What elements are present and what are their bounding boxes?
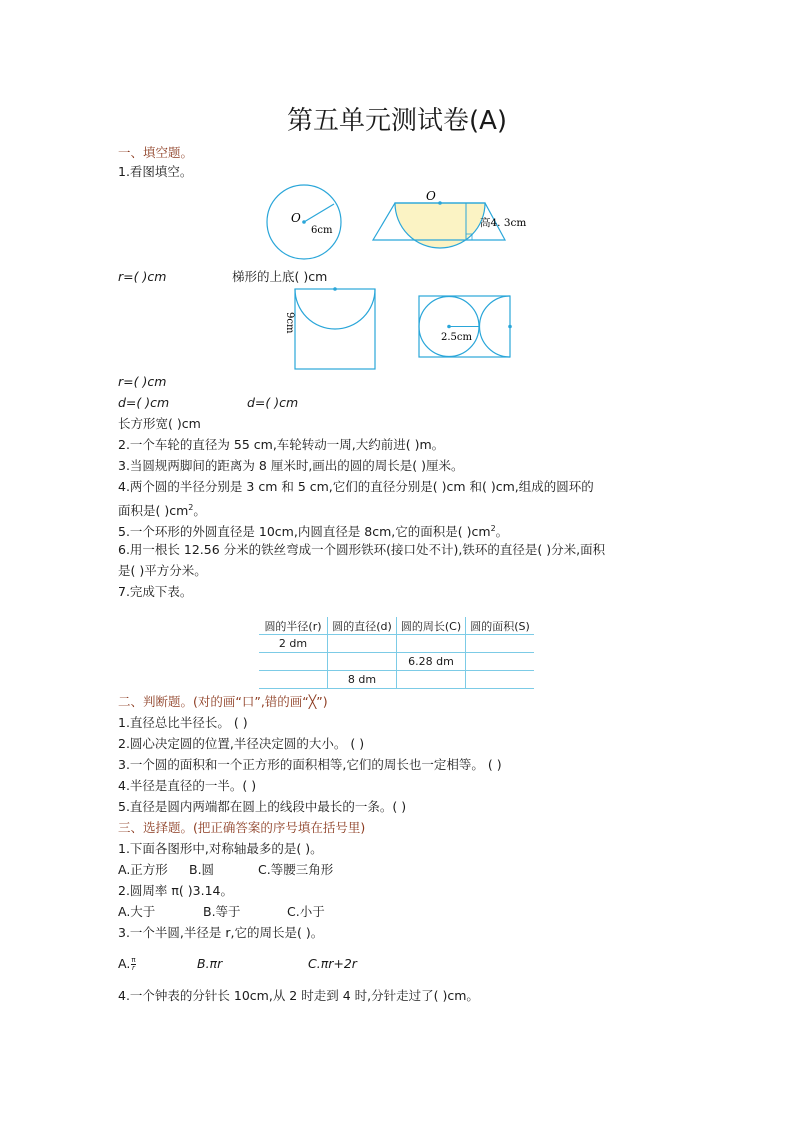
page-title: 第五单元测试卷(A) [286, 106, 508, 136]
choice-question-1: 1.下面各图形中,对称轴最多的是( )。 [118, 841, 323, 856]
table-row [259, 653, 534, 671]
table-header-row [259, 617, 534, 635]
table-header: 圆的直径(d) [328, 617, 397, 635]
square-semicircle-figure [283, 286, 378, 370]
question-6-line2: 是( )平方分米。 [118, 563, 207, 578]
answer-trapezoid-top: 梯形的上底( )cm [232, 269, 328, 284]
choice-question-4: 4.一个钟表的分针长 10cm,从 2 时走到 4 时,分针走过了( )cm。 [118, 988, 479, 1003]
choice-option: B.πr [197, 956, 223, 971]
table-cell [328, 635, 397, 653]
table-header: 圆的半径(r) [259, 617, 328, 635]
choice-option: A.正方形 [118, 862, 168, 877]
circle-radius-label: 6cm [311, 225, 333, 236]
answer-radius-2: r=( )cm [118, 374, 167, 389]
table-cell [466, 671, 535, 689]
trapezoid-center-label: O [426, 189, 436, 203]
table-header: 圆的周长(C) [397, 617, 466, 635]
circle-table [259, 617, 534, 689]
circle-center-label: O [291, 211, 301, 225]
judge-item-4: 4.半径是直径的一半。( ) [118, 778, 257, 793]
judge-item-1: 1.直径总比半径长。 ( ) [118, 715, 248, 730]
question-4-line2: 面积是( )$cm^2$。 [118, 503, 206, 519]
choice-option: A.大于 [118, 904, 156, 919]
answer-width: 长方形宽( )cm [118, 416, 201, 431]
choice-option: B.等于 [203, 904, 241, 919]
question-7: 7.完成下表。 [118, 584, 193, 599]
table-cell [397, 671, 466, 689]
rectangle-radius-label: 2.5cm [441, 332, 472, 343]
table-cell [259, 671, 328, 689]
answer-radius-1: r=( )cm [118, 269, 167, 284]
question-2: 2.一个车轮的直径为 55 cm,车轮转动一周,大约前进( )m。 [118, 437, 445, 452]
question-5: 5.一个环形的外圆直径是 10cm,内圆直径是 8cm,它的面积是( )$cm^2$。 [118, 524, 509, 540]
choice-option: C.πr+2r [308, 956, 357, 971]
table-header: 圆的面积(S) [466, 617, 535, 635]
question-1: 1.看图填空。 [118, 164, 193, 179]
question-4-line1: 4.两个圆的半径分别是 3 cm 和 5 cm,它们的直径分别是( )cm 和( )cm,组成的圆环的 [118, 479, 594, 494]
table-cell: 6.28 dm [397, 653, 466, 671]
table-cell [466, 635, 535, 653]
choice-option: C.小于 [287, 904, 325, 919]
judge-item-2: 2.圆心决定圆的位置,半径决定圆的大小。 ( ) [118, 736, 365, 751]
choice-option: B.圆 [189, 862, 215, 877]
judge-item-3: 3.一个圆的面积和一个正方形的面积相等,它们的周长也一定相等。 ( ) [118, 757, 502, 772]
table-cell [259, 653, 328, 671]
choice-option: C.等腰三角形 [258, 862, 334, 877]
section-2-heading: 二、判断题。(对的画“口”,错的画“╳”) [118, 694, 328, 709]
circle-figure [266, 184, 346, 264]
table-cell: 2 dm [259, 635, 328, 653]
judge-item-5: 5.直径是圆内两端都在圆上的线段中最长的一条。( ) [118, 799, 407, 814]
section-3-heading: 三、选择题。(把正确答案的序号填在括号里) [118, 820, 366, 835]
table-cell [328, 653, 397, 671]
choice-option: A. $\frac{\pi}{r}$ [118, 956, 136, 972]
trapezoid-figure [370, 190, 530, 244]
question-6-line1: 6.用一根长 12.56 分米的铁丝弯成一个圆形铁环(接口处不计),铁环的直径是( )分米,面积 [118, 542, 606, 557]
choice-question-3: 3.一个半圆,半径是 r,它的周长是( )。 [118, 925, 324, 940]
choice-question-2: 2.圆周率 π( )3.14。 [118, 883, 233, 898]
answer-diameter-2: d=( )cm [247, 395, 299, 410]
answer-diameter-1: d=( )cm [118, 395, 170, 410]
table-row [259, 671, 534, 689]
section-1-heading: 一、填空题。 [118, 145, 194, 160]
square-side-label: 9cm [284, 312, 295, 334]
table-cell [397, 635, 466, 653]
trapezoid-height-label: 高4. 3cm [480, 217, 527, 229]
table-cell [466, 653, 535, 671]
rectangle-circles-figure [417, 294, 513, 360]
table-row [259, 635, 534, 653]
question-3: 3.当圆规两脚间的距离为 8 厘米时,画出的圆的周长是( )厘米。 [118, 458, 464, 473]
table-cell: 8 dm [328, 671, 397, 689]
